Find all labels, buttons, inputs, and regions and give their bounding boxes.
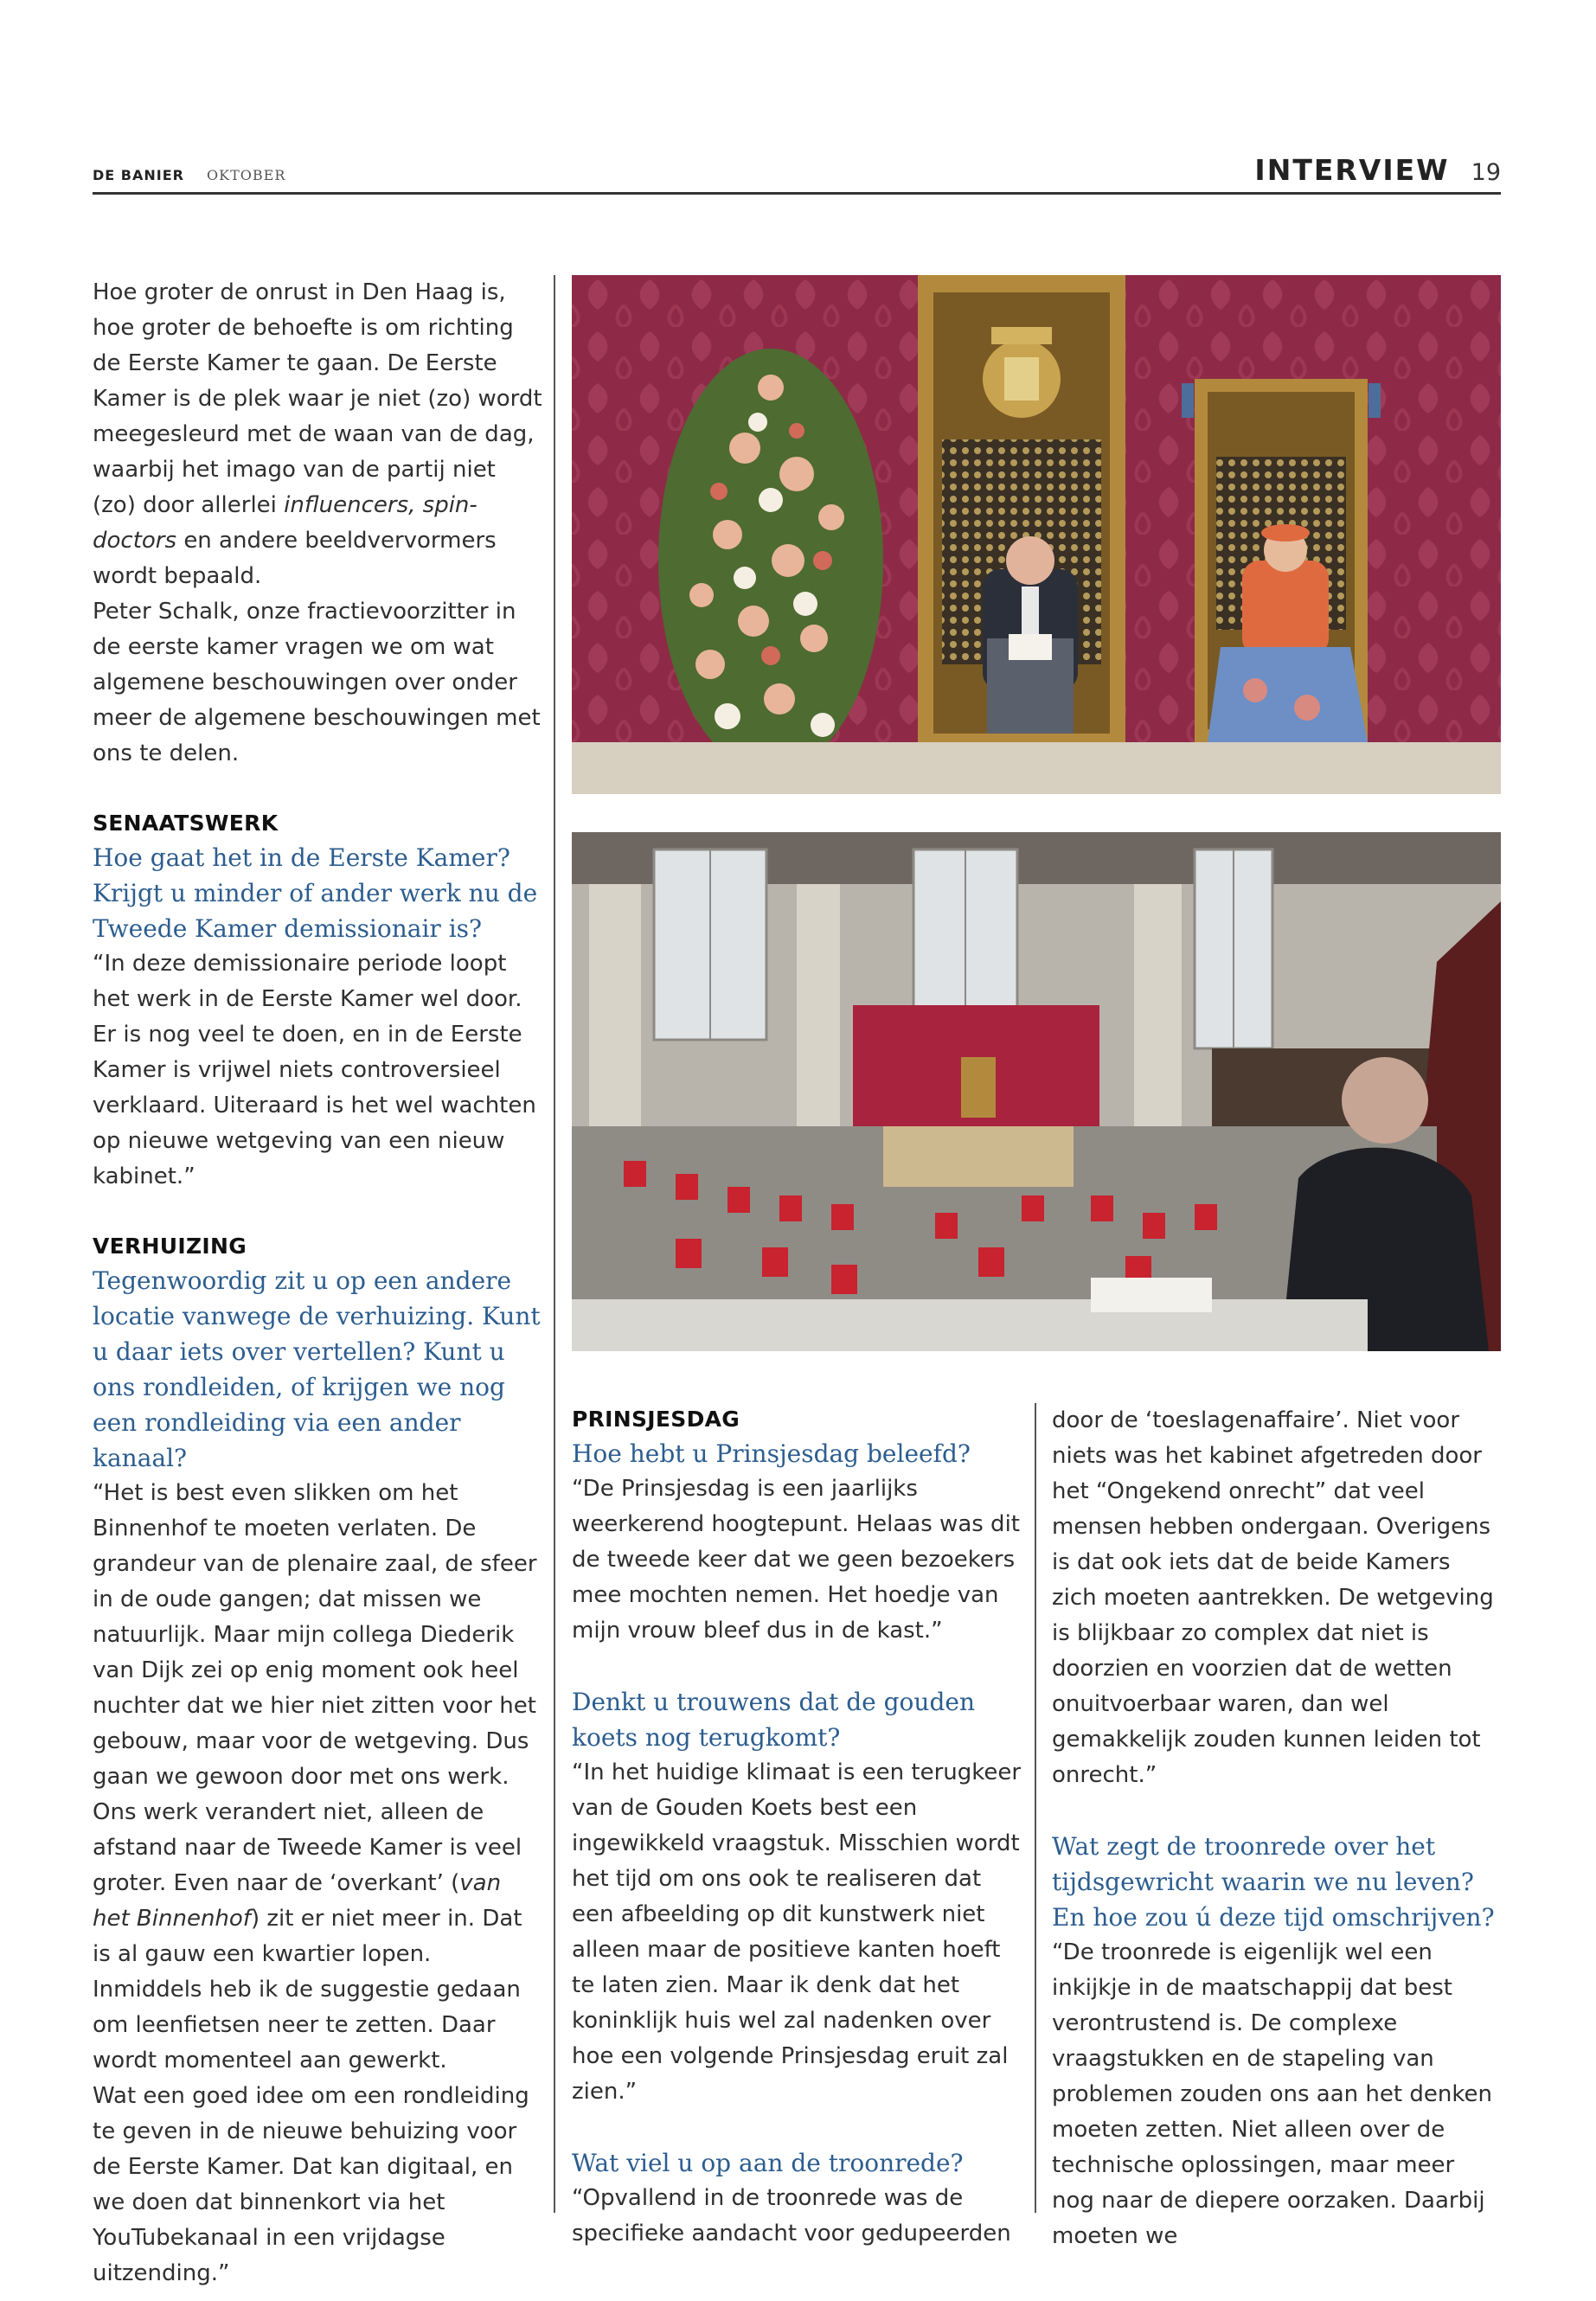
answer-tijdsgewricht: “De troonrede is eigenlijk wel een inkijkje in de maatschappij dat best verontrustend is. De complexe vraagstukken en de stapeling van problemen zouden ons aan het denken moeten zetten. Niet alleen over de technische oplossingen, maar meer nog naar de diepere oorzaken. Daarbij moeten we [1052,1939,1492,2249]
header-left [93,167,285,183]
answer-prinsjesdag: “De Prinsjesdag is een jaarlijks weerkerend hoogtepunt. Helaas was dit de tweede keer dat we geen bezoekers mee mochten nemen. Het hoedje van mijn vrouw bleef dus in de kast.” [572,1476,1020,1644]
question-tijdsgewricht: Wat zegt de troonrede over het tijdsgewricht waarin we nu leven? En hoe zou ú deze tijd omschrijven? [1052,1832,1495,1932]
section-title: INTERVIEW [1254,153,1450,187]
column-divider-2 [1035,1403,1036,2213]
photo-assembly-hall [572,832,1501,1351]
answer-verhuizing-2: Wat een goed idee om een rondleiding te geven in de nieuwe behuizing voor de Eerste Kamer. Dat kan digitaal, en we doen dat binnenkort via het YouTubekanaal in een vrijdagse uitzending.” [93,2083,529,2286]
column-right [1052,1403,1502,2254]
issue-month: OKTOBER [207,167,286,183]
question-senaatswerk: Hoe gaat het in de Eerste Kamer? Krijgt u minder of ander werk nu de Tweede Kamer demissionair is? [93,843,538,943]
section-heading-prinsjesdag: PRINSJESDAG [572,1407,740,1432]
column-divider-1 [554,275,555,2213]
question-troonrede: Wat viel u op aan de troonrede? [572,2149,964,2177]
intro-paragraph-2: Peter Schalk, onze fractievoorzitter in de eerste kamer vragen we om wat algemene beschouwingen over onder meer de algemene beschouwingen met ons te delen. [93,599,541,766]
question-prinsjesdag: Hoe hebt u Prinsjesdag beleefd? [572,1439,971,1468]
section-heading-verhuizing: VERHUIZING [93,1234,247,1259]
column-left [93,275,542,2291]
header-right [1254,153,1501,187]
photo-throne-room [572,275,1501,794]
answer-gouden-koets: “In het huidige klimaat is een terugkeer van de Gouden Koets best een ingewikkeld vraagstuk. Misschien wordt het tijd om ons ook te realiseren dat een afbeelding op dit kunstwerk niet alleen maar de positieve kanten hoeft te laten zien. Maar ik denk dat het koninklijk huis wel zal nadenken over hoe een volgende Prinsjesdag eruit zal zien.” [572,1759,1022,2105]
page-number: 19 [1471,159,1501,186]
answer-senaatswerk: “In deze demissionaire periode loopt het werk in de Eerste Kamer wel door. Er is nog veel te doen, en in de Eerste Kamer is vrijwel niets controversieel verklaard. Uiteraard is het wel wachten op nieuwe wetgeving van een nieuw kabinet.” [93,951,536,1189]
column-middle [572,1403,1022,2252]
page-header [93,145,1501,195]
intro-paragraph: Hoe groter de onrust in Den Haag is, hoe groter de behoefte is om richting de Eerste Kamer te gaan. De Eerste Kamer is de plek waar je niet (zo) wordt meegesleurd met de waan van de dag, waarbij het imago van de partij niet (zo) door allerlei influencers, spin-doctors en andere beeldvervormers wordt bepaald. [93,279,542,589]
section-heading-senaatswerk: SENAATSWERK [93,811,279,836]
answer-troonrede-continued: door de ‘toeslagenaffaire’. Niet voor niets was het kabinet afgetreden door het “Ongekend onrecht” dat veel mensen hebben ondergaan. Overigens is dat ook iets dat de beide Kamers zich moeten aantrekken. De wetgeving is blijkbaar zo complex dat niet is doorzien en voorzien dat de wetten onuitvoerbaar waren, dan wel gemakkelijk zouden kunnen leiden tot onrecht.” [1052,1407,1494,1788]
answer-troonrede: “Opvallend in de troonrede was de specifieke aandacht voor gedupeerden [572,2185,1011,2247]
question-verhuizing: Tegenwoordig zit u op een andere locatie vanwege de verhuizing. Kunt u daar iets over vertellen? Kunt u ons rondleiden, of krijgen we nog een rondleiding via een ander kanaal? [93,1266,541,1472]
magazine-name: DE BANIER [93,167,184,183]
answer-verhuizing: “Het is best even slikken om het Binnenhof te moeten verlaten. De grandeur van de plenaire zaal, de sfeer in de oude gangen; dat missen we natuurlijk. Maar mijn collega Diederik van Dijk zei op enig moment ook heel nuchter dat we hier niet zitten voor het gebouw, maar voor de wetgeving. Dus gaan we gewoon door met ons werk. Ons werk verandert niet, alleen de afstand naar de Tweede Kamer is veel groter. Even naar de ‘overkant’ (van het Binnenhof) zit er niet meer in. Dat is al gauw een kwartier lopen. Inmiddels heb ik de suggestie gedaan om leenfietsen neer te zetten. Daar wordt momenteel aan gewerkt. [93,1480,537,2073]
question-gouden-koets: Denkt u trouwens dat de gouden koets nog terugkomt? [572,1688,975,1752]
